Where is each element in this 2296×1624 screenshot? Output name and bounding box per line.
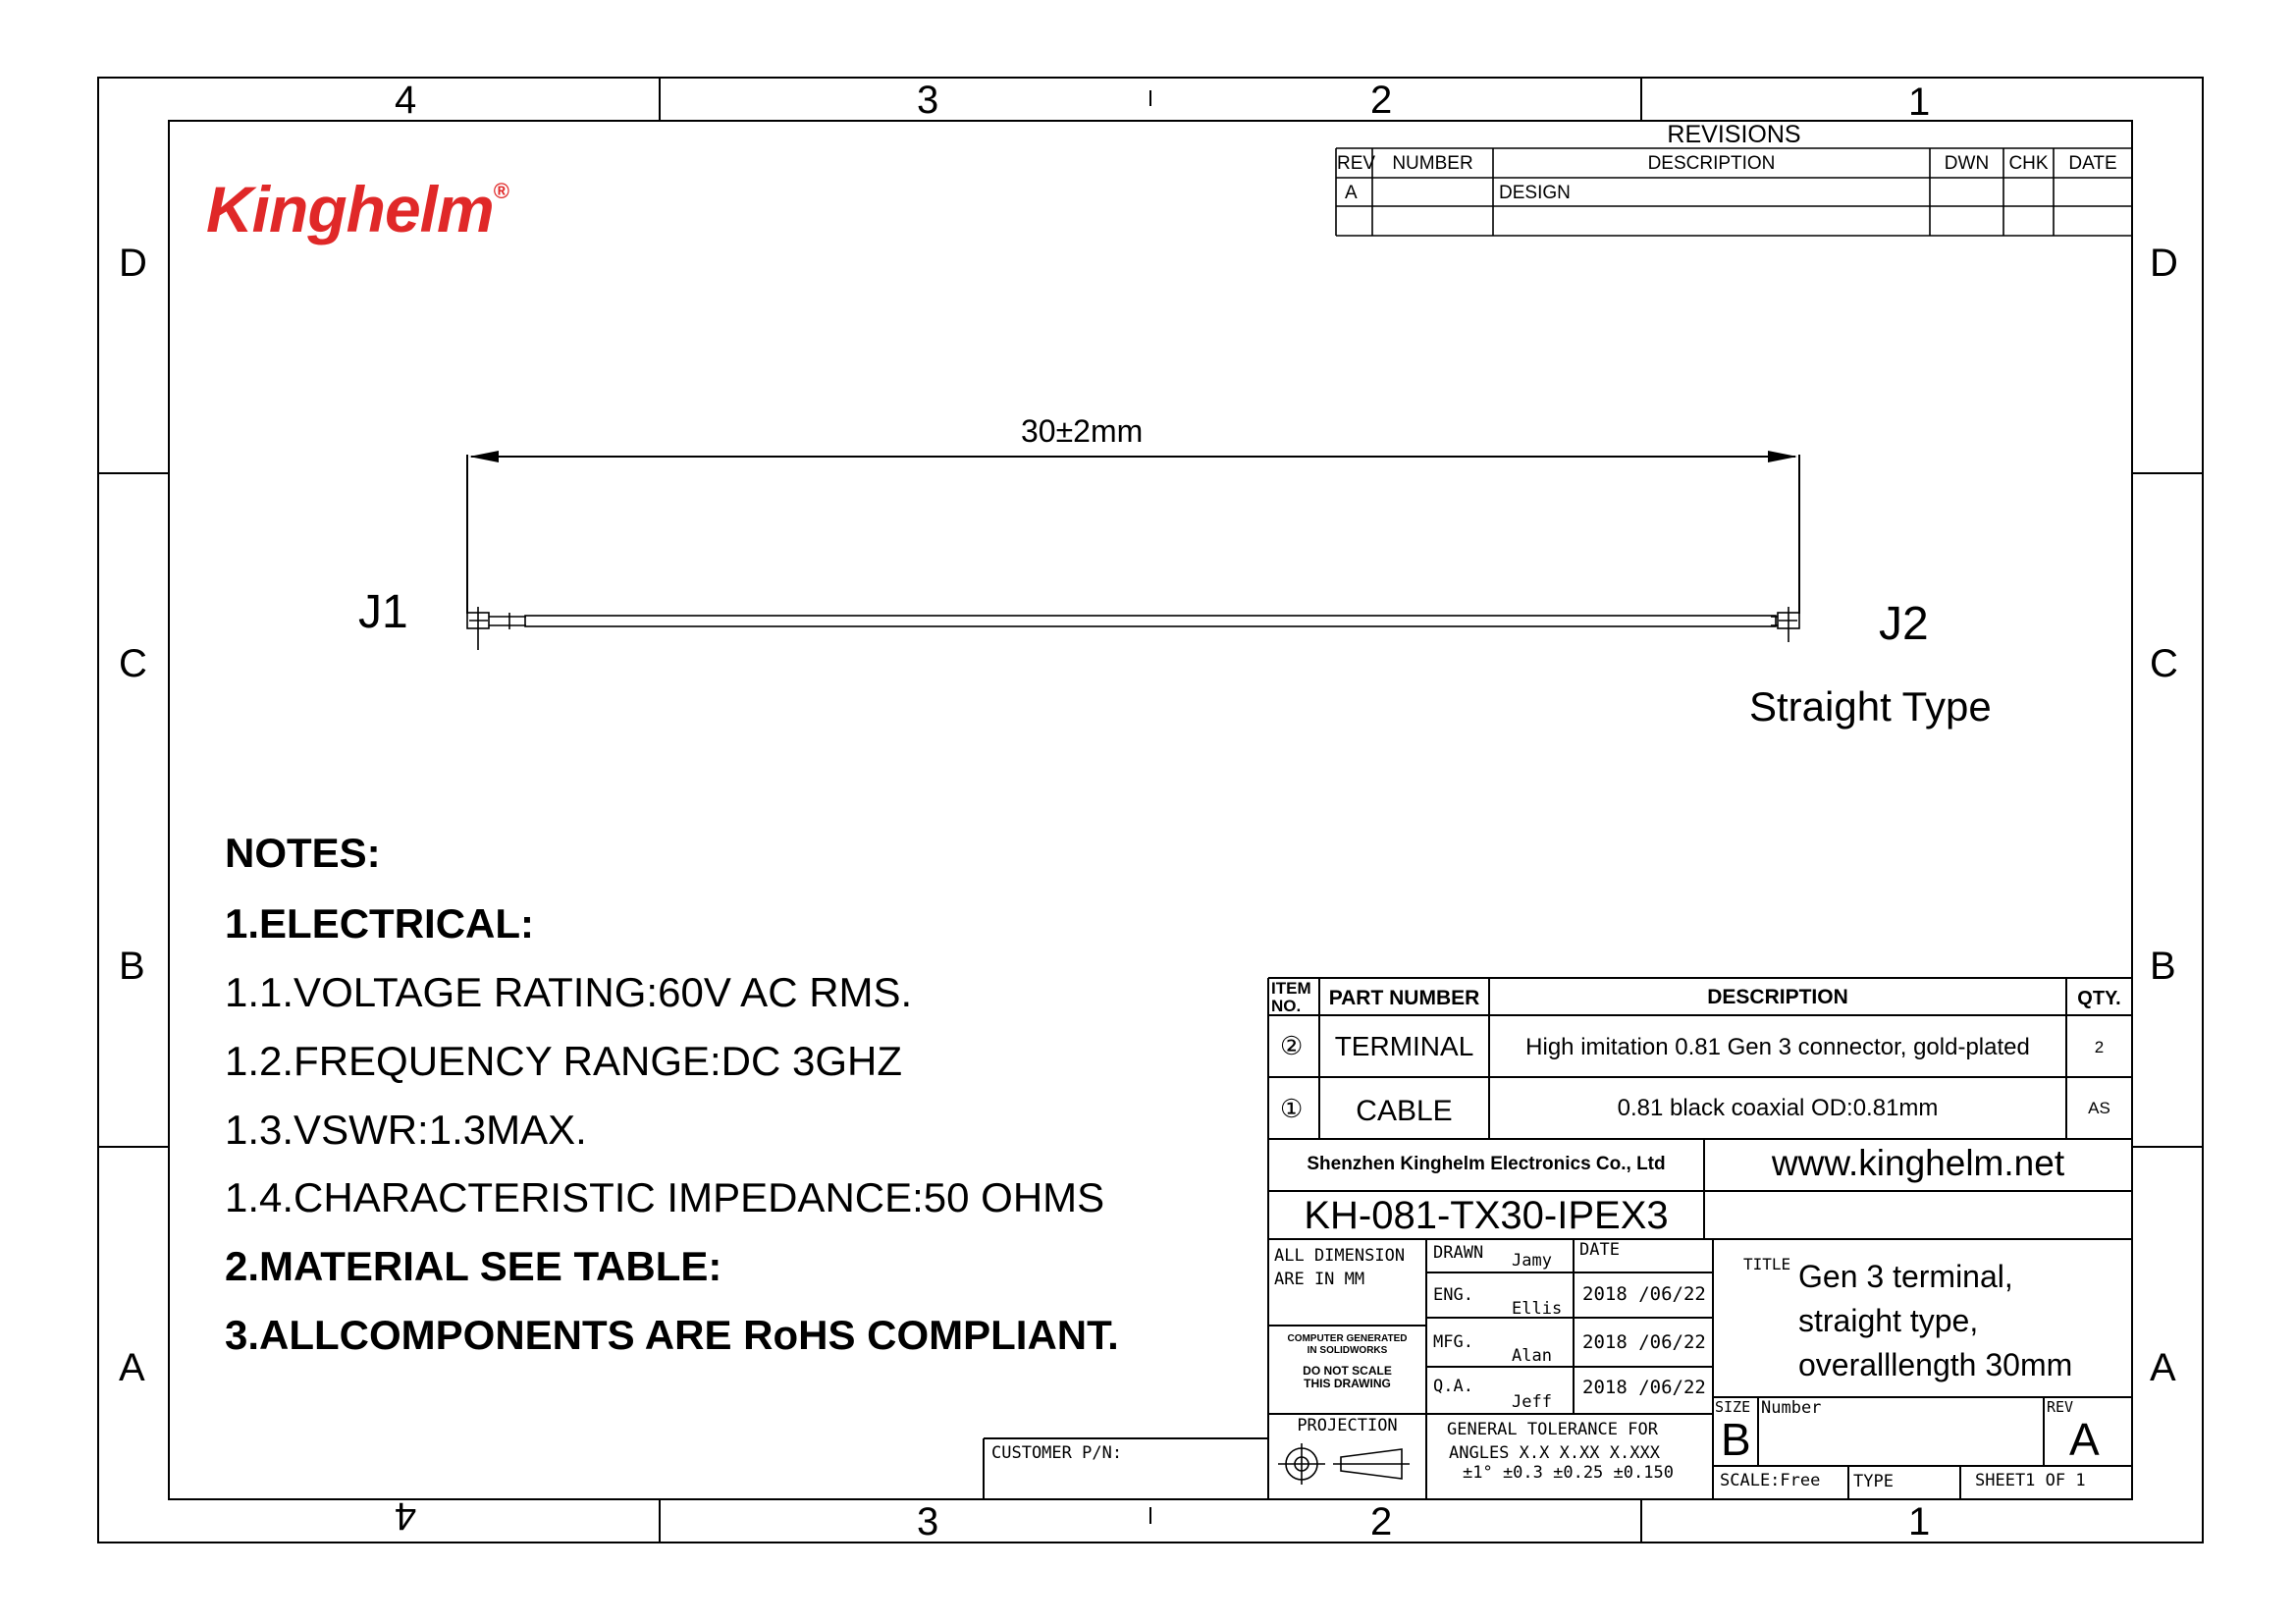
zone-row-c-left: C <box>119 642 147 685</box>
date-header: DATE <box>1579 1240 1620 1260</box>
bom-header-item-no <box>1271 980 1311 1015</box>
all-dimension-note <box>1274 1244 1405 1291</box>
dimension-label: 30±2mm <box>1021 413 1144 449</box>
rev-header-description: DESCRIPTION <box>1647 153 1776 174</box>
all-dimension-line2: ARE IN MM <box>1274 1270 1365 1289</box>
zone-col-1-bottom: 1 <box>1908 1500 1931 1543</box>
type-label: Straight Type <box>1749 683 1992 730</box>
drawing-number: KH-081-TX30-IPEX3 <box>1304 1194 1669 1237</box>
eng-name: Ellis <box>1512 1299 1563 1319</box>
computer-generated-line2: IN SOLIDWORKS <box>1307 1345 1388 1356</box>
type-field-label: TYPE <box>1853 1472 1894 1491</box>
number-label: Number <box>1761 1398 1822 1418</box>
customer-pn-label: CUSTOMER P/N: <box>991 1443 1123 1463</box>
do-not-scale-line1: DO NOT SCALE <box>1303 1364 1392 1378</box>
tolerance-line-1: GENERAL TOLERANCE FOR <box>1447 1420 1658 1439</box>
scale-label: SCALE:Free <box>1720 1471 1821 1490</box>
qa-date: 2018 /06/22 <box>1582 1377 1706 1398</box>
registered-mark: ® <box>493 179 508 203</box>
company-website: www.kinghelm.net <box>1771 1143 2065 1183</box>
rev-row-a-description: DESIGN <box>1499 183 1571 203</box>
zone-col-3-top: 3 <box>917 79 939 122</box>
title-line-2: straight type, <box>1798 1303 1979 1338</box>
cable-body <box>525 616 1776 626</box>
bom-row-2-qty: AS <box>2088 1099 2110 1117</box>
projection-label: PROJECTION <box>1297 1416 1398 1435</box>
bom-header-qty: QTY. <box>2077 988 2121 1009</box>
sheet-label: SHEET1 OF 1 <box>1975 1471 2086 1490</box>
logo-text: Kinghelm <box>206 173 494 245</box>
bom-row-1-item: ② <box>1280 1031 1304 1060</box>
rev-header-number: NUMBER <box>1392 153 1473 174</box>
note-line-5: 1.4.CHARACTERISTIC IMPEDANCE:50 OHMS <box>225 1174 1105 1220</box>
computer-generated-line1: COMPUTER GENERATED <box>1287 1333 1408 1344</box>
zone-col-3-bottom: 3 <box>917 1500 939 1543</box>
kinghelm-logo <box>206 173 508 245</box>
company-name: Shenzhen Kinghelm Electronics Co., Ltd <box>1307 1154 1666 1174</box>
rev-label: REV <box>2047 1398 2074 1416</box>
qa-name: Jeff <box>1512 1392 1552 1412</box>
mfg-role: MFG. <box>1433 1332 1473 1352</box>
note-line-4: 1.3.VSWR:1.3MAX. <box>225 1107 587 1153</box>
note-line-3: 1.2.FREQUENCY RANGE:DC 3GHZ <box>225 1038 903 1084</box>
note-line-2: 1.1.VOLTAGE RATING:60V AC RMS. <box>225 969 913 1015</box>
drawn-name: Jamy <box>1512 1251 1552 1271</box>
do-not-scale-note <box>1268 1365 1426 1390</box>
bom-row-1-description: High imitation 0.81 Gen 3 connector, gold-plated <box>1525 1034 2030 1060</box>
tolerance-line-3: ±1° ±0.3 ±0.25 ±0.150 <box>1463 1463 1674 1483</box>
bom-header-item-line1: ITEM <box>1271 979 1311 998</box>
projection-symbol <box>1278 1443 1410 1485</box>
zone-row-a-right: A <box>2150 1346 2176 1389</box>
revisions-title: REVISIONS <box>1667 121 1801 148</box>
cable-assembly-drawing <box>467 607 1799 650</box>
bom-row-1-qty: 2 <box>2094 1038 2105 1056</box>
mfg-name: Alan <box>1512 1346 1552 1366</box>
zone-row-d-right: D <box>2150 242 2178 285</box>
zone-col-2-top: 2 <box>1370 79 1393 122</box>
do-not-scale-line2: THIS DRAWING <box>1304 1377 1391 1390</box>
note-line-1: 1.ELECTRICAL: <box>225 900 534 947</box>
zone-row-c-right: C <box>2150 642 2178 685</box>
size-value: B <box>1721 1414 1751 1465</box>
note-line-7: 3.ALLCOMPONENTS ARE RoHS COMPLIANT. <box>225 1312 1119 1358</box>
title-line-3: overalllength 30mm <box>1798 1347 2073 1382</box>
bom-row-2-item: ① <box>1280 1094 1304 1123</box>
note-line-6: 2.MATERIAL SEE TABLE: <box>225 1243 722 1289</box>
tolerance-line-2: ANGLES X.X X.XX X.XXX <box>1449 1443 1660 1463</box>
rev-row-a-rev: A <box>1345 183 1358 203</box>
zone-row-b-right: B <box>2150 945 2176 988</box>
zone-row-d-left: D <box>119 242 147 285</box>
rev-header-date: DATE <box>2068 153 2117 174</box>
rev-header-chk: CHK <box>2008 153 2049 174</box>
rev-header-dwn: DWN <box>1944 153 1990 174</box>
notes-heading: NOTES: <box>225 830 381 876</box>
mfg-date: 2018 /06/22 <box>1582 1331 1706 1353</box>
bom-header-part-number: PART NUMBER <box>1328 987 1480 1009</box>
zone-row-a-left: A <box>119 1346 145 1389</box>
j1-label: J1 <box>358 586 408 638</box>
qa-role: Q.A. <box>1433 1377 1473 1396</box>
j2-label: J2 <box>1879 598 1929 650</box>
drawn-role: DRAWN <box>1433 1243 1484 1263</box>
dimension-graphics <box>467 455 1799 614</box>
rev-header-rev: REV <box>1337 153 1376 174</box>
size-label: SIZE <box>1715 1398 1751 1416</box>
bom-row-2-part: CABLE <box>1356 1095 1453 1127</box>
zone-col-2-bottom: 2 <box>1370 1500 1393 1543</box>
zone-col-4-bottom: 4 <box>395 1494 417 1538</box>
zone-row-b-left: B <box>119 945 145 988</box>
bom-header-item-line2: NO. <box>1271 997 1302 1015</box>
eng-role: ENG. <box>1433 1285 1473 1305</box>
bom-header-description: DESCRIPTION <box>1707 986 1848 1008</box>
rev-value: A <box>2069 1414 2100 1465</box>
zone-col-4-top: 4 <box>395 79 417 122</box>
eng-date: 2018 /06/22 <box>1582 1283 1706 1305</box>
computer-generated-note <box>1268 1333 1426 1357</box>
bom-row-1-part: TERMINAL <box>1334 1031 1474 1061</box>
zone-col-1-top: 1 <box>1908 81 1931 124</box>
bom-row-2-description: 0.81 black coaxial OD:0.81mm <box>1617 1095 1939 1121</box>
title-label: TITLE <box>1743 1255 1791 1273</box>
title-line-1: Gen 3 terminal, <box>1798 1259 2013 1294</box>
all-dimension-line1: ALL DIMENSION <box>1274 1246 1406 1266</box>
